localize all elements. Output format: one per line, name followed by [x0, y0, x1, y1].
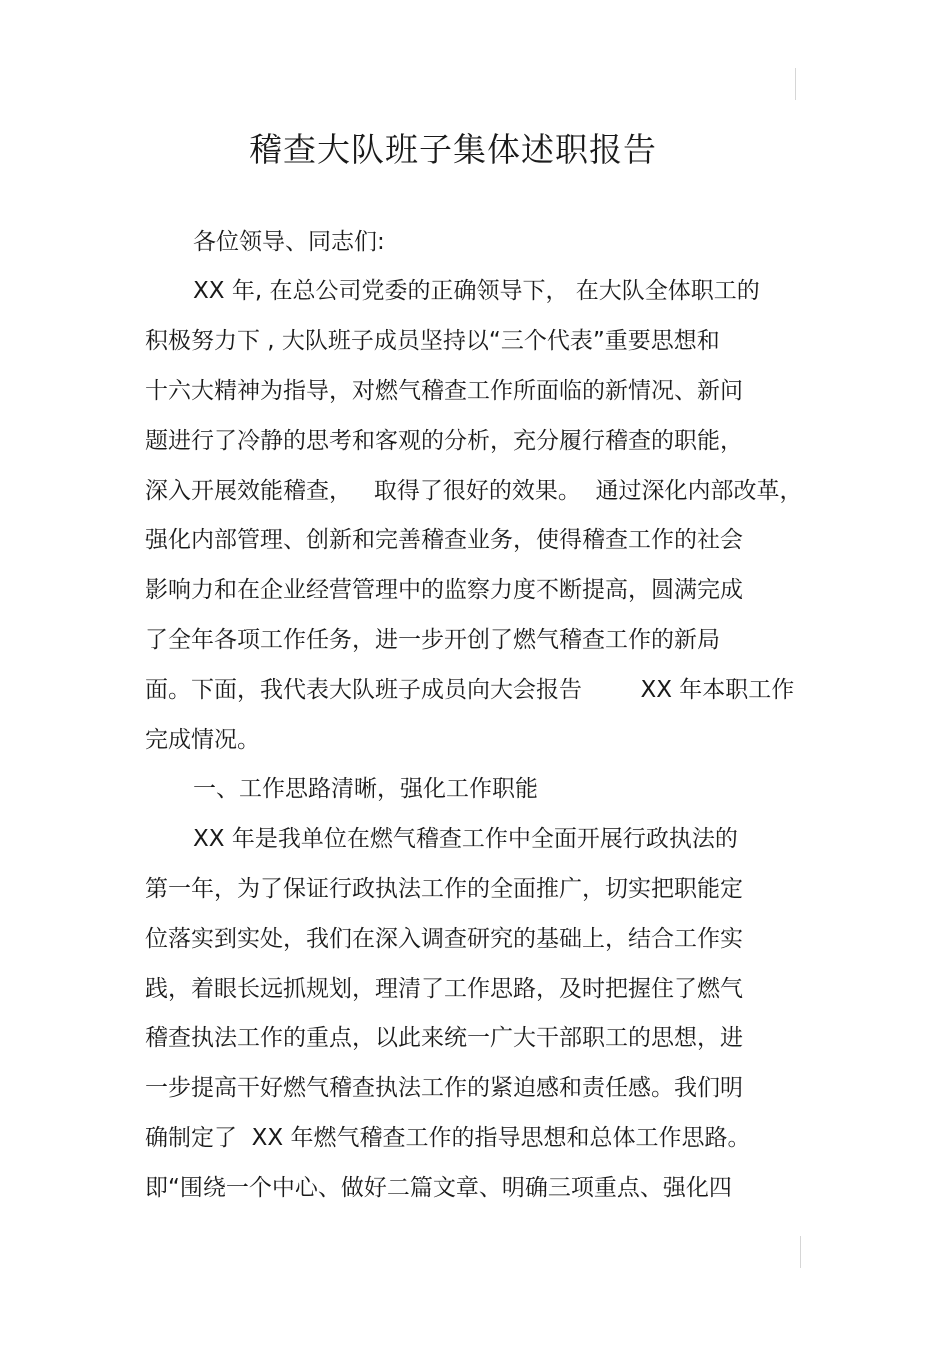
paragraph-line: 强化内部管理、创新和完善稽查业务，使得稽查工作的社会	[145, 527, 743, 553]
paragraph-line: XX 年是我单位在燃气稽查工作中全面开展行政执法的	[193, 826, 738, 852]
paragraph-line: 深入开展效能稽查， 取得了很好的效果。 通过深化内部改革，	[145, 478, 803, 504]
paragraph-line: 位落实到实处，我们在深入调查研究的基础上，结合工作实	[145, 926, 743, 952]
paragraph-line: 确制定了 XX 年燃气稽查工作的指导思想和总体工作思路。	[145, 1125, 751, 1151]
document-title: 稽查大队班子集体述职报告	[249, 130, 657, 169]
paragraph-line: 题进行了冷静的思考和客观的分析，充分履行稽查的职能，	[145, 428, 743, 454]
paragraph-line: 影响力和在企业经营管理中的监察力度不断提高，圆满完成	[145, 577, 743, 603]
paragraph-line: 完成情况。	[145, 727, 260, 753]
paragraph-line: 十六大精神为指导，对燃气稽查工作所面临的新情况、新问	[145, 378, 743, 404]
paragraph-line: 践，着眼长远抓规划，理清了工作思路，及时把握住了燃气	[145, 976, 743, 1002]
salutation: 各位领导、同志们:	[193, 229, 385, 255]
paragraph-line: 一步提高干好燃气稽查执法工作的紧迫感和责任感。我们明	[145, 1075, 743, 1101]
paragraph-line: XX 年, 在总公司党委的正确领导下， 在大队全体职工的	[193, 278, 760, 304]
section-heading: 一、工作思路清晰，强化工作职能	[193, 776, 538, 802]
paragraph-line: 稽查执法工作的重点，以此来统一广大干部职工的思想，进	[145, 1025, 743, 1051]
paragraph-line: 了全年各项工作任务，进一步开创了燃气稽查工作的新局	[145, 627, 720, 653]
margin-mark-bottom	[800, 1236, 801, 1268]
paragraph-line: 即“围绕一个中心、做好二篇文章、明确三项重点、强化四	[145, 1175, 732, 1201]
paragraph-line: 第一年，为了保证行政执法工作的全面推广，切实把职能定	[145, 876, 743, 902]
margin-mark-top	[795, 68, 796, 100]
paragraph-line: 积极努力下 , 大队班子成员坚持以“三个代表”重要思想和	[145, 328, 720, 354]
paragraph-line: 面。下面，我代表大队班子成员向大会报告 XX 年本职工作	[145, 677, 795, 703]
